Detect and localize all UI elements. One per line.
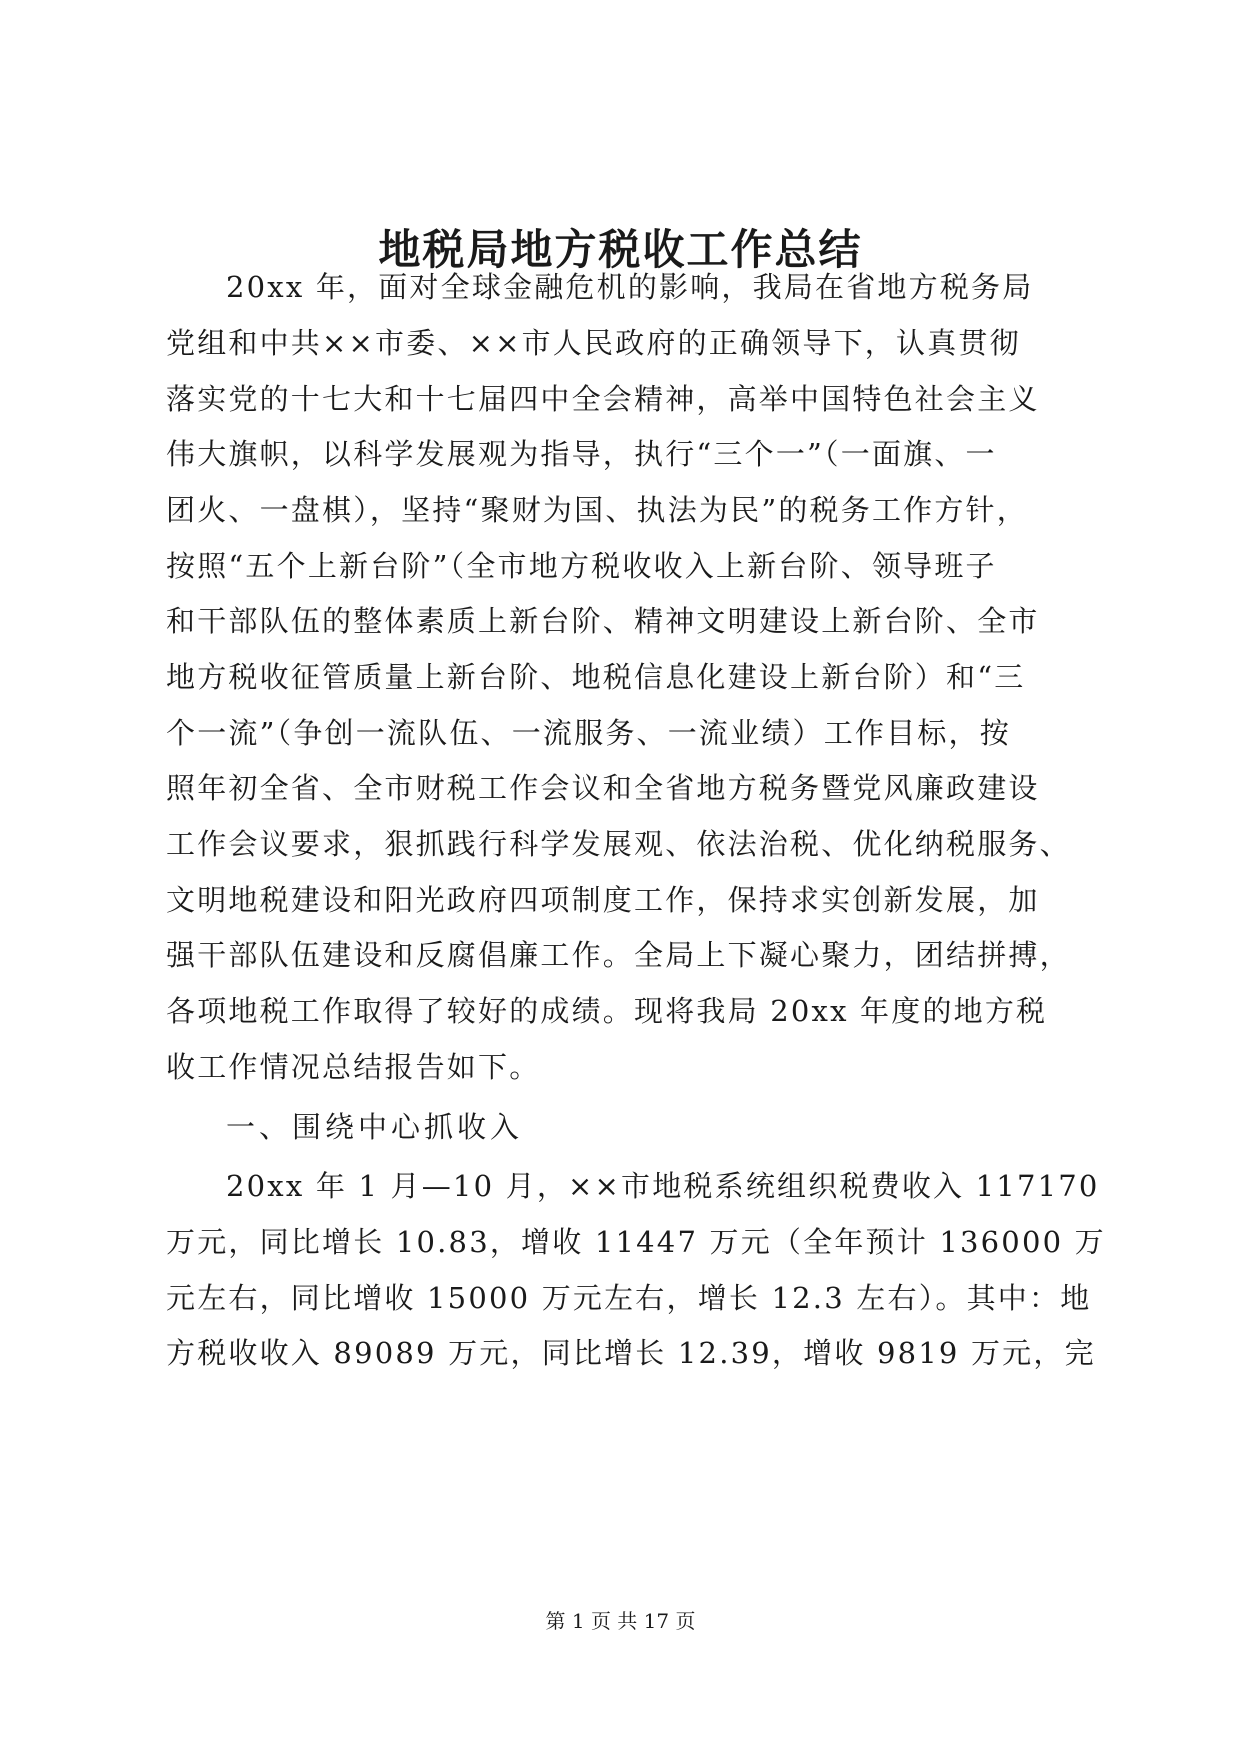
paragraph-line: 个一流”（争创一流队伍、一流服务、一流业绩）工作目标，按 (166, 716, 1011, 750)
paragraph-line: 20xx 年 1 月—10 月，××市地税系统组织税费收入 117170 (226, 1169, 1100, 1203)
paragraph-line: 各项地税工作取得了较好的成绩。现将我局 20xx 年度的地方税 (166, 994, 1048, 1028)
paragraph-line: 党组和中共××市委、××市人民政府的正确领导下，认真贯彻 (166, 326, 1021, 360)
paragraph-line: 伟大旗帜，以科学发展观为指导，执行“三个一”（一面旗、一 (166, 437, 997, 471)
section-heading: 一、围绕中心抓收入 (226, 1110, 524, 1144)
paragraph-line: 照年初全省、全市财税工作会议和全省地方税务暨党风廉政建设 (166, 771, 1040, 805)
paragraph-line: 万元，同比增长 10.83，增收 11447 万元（全年预计 136000 万 (166, 1225, 1106, 1259)
paragraph-line: 地方税收征管质量上新台阶、地税信息化建设上新台阶）和“三 (166, 660, 1026, 694)
paragraph-line: 按照“五个上新台阶”（全市地方税收收入上新台阶、领导班子 (166, 549, 997, 583)
document-title: 地税局地方税收工作总结 (378, 225, 863, 274)
paragraph-line: 强干部队伍建设和反腐倡廉工作。全局上下凝心聚力，团结拼搏， (166, 938, 1071, 972)
paragraph-line: 收工作情况总结报告如下。 (166, 1050, 541, 1084)
paragraph-line: 20xx 年，面对全球金融危机的影响，我局在省地方税务局 (226, 270, 1034, 304)
page-footer: 第 1 页 共 17 页 (545, 1609, 696, 1633)
paragraph-line: 团火、一盘棋），坚持“聚财为国、执法为民”的税务工作方针， (166, 493, 1028, 527)
paragraph-line: 方税收收入 89089 万元，同比增长 12.39，增收 9819 万元，完 (166, 1336, 1096, 1370)
paragraph-line: 和干部队伍的整体素质上新台阶、精神文明建设上新台阶、全市 (166, 604, 1040, 638)
paragraph-line: 落实党的十七大和十七届四中全会精神，高举中国特色社会主义 (166, 382, 1040, 416)
paragraph-line: 文明地税建设和阳光政府四项制度工作，保持求实创新发展，加 (166, 883, 1040, 917)
paragraph-line: 工作会议要求，狠抓践行科学发展观、依法治税、优化纳税服务、 (166, 827, 1071, 861)
paragraph-line: 元左右，同比增收 15000 万元左右，增长 12.3 左右）。其中：地 (166, 1281, 1092, 1315)
